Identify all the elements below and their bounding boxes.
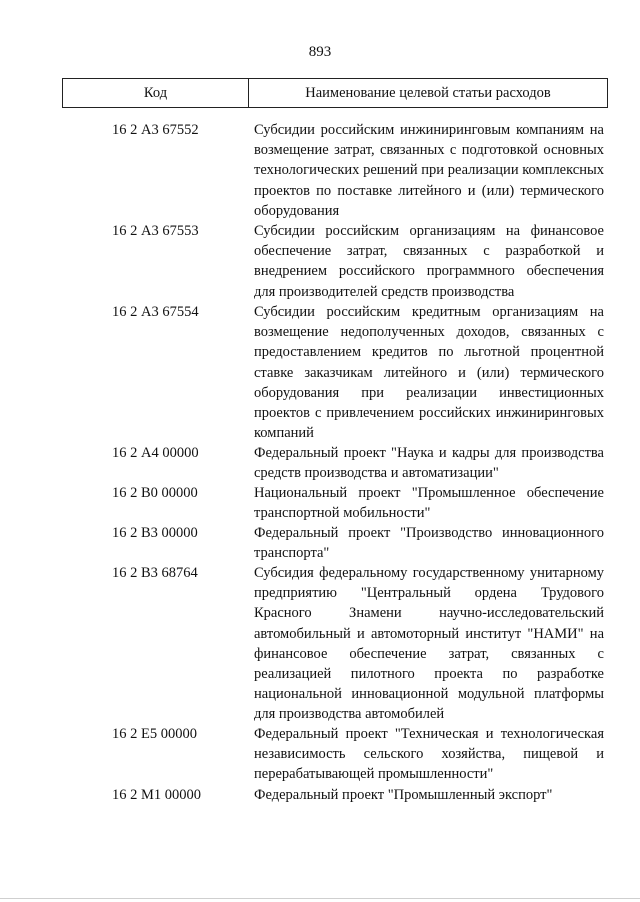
row-code: 16 2 В3 00000 — [112, 525, 198, 541]
row-code: 16 2 А3 67553 — [112, 223, 199, 239]
table-row — [0, 221, 640, 302]
table-row — [0, 120, 640, 221]
row-description: Субсидии российским кредитным организациям на возмещение недополученных доходов, связанных с предоставлением кредитов по льготной процентной ставке заказчикам литейного и (или) термического оборудования при реализации инвестиционных проектов с привлечением российских инжиниринговых компаний — [254, 304, 604, 442]
row-description: Субсидии российским организациям на финансовое обеспечение затрат, связанных с разработкой и внедрением российского программного обеспечения для производителей средств производства — [254, 223, 604, 300]
table-row — [0, 563, 640, 724]
table-row — [0, 724, 640, 785]
row-code: 16 2 М1 00000 — [112, 787, 202, 803]
row-code: 16 2 Е5 00000 — [112, 726, 197, 742]
header-name: Наименование целевой статьи расходов — [305, 84, 551, 101]
table-row — [0, 785, 640, 807]
row-code: 16 2 В0 00000 — [112, 485, 198, 501]
row-code: 16 2 А3 67554 — [112, 304, 199, 320]
row-code: 16 2 А4 00000 — [112, 445, 199, 461]
row-description: Субсидия федеральному государственному унитарному предприятию "Центральный ордена Трудового Красного Знамени научно-исследовательский автомобильный и автомоторный институт "НАМИ" на финансовое обеспечение затрат, связанных с реализацией пилотного проекта по разработке национальной инновационной модульной платформы для производства автомобилей — [254, 565, 604, 723]
table-row — [0, 523, 640, 563]
row-description: Федеральный проект "Производство инновационного транспорта" — [254, 525, 604, 562]
row-description: Федеральный проект "Наука и кадры для производства средств производства и автоматизации" — [254, 445, 604, 482]
row-description: Федеральный проект "Техническая и технологическая независимость сельского хозяйства, пищевой и перерабатывающей промышленности" — [254, 726, 604, 783]
row-description: Федеральный проект "Промышленный экспорт" — [254, 787, 553, 803]
page-number: 893 — [308, 44, 332, 60]
row-code: 16 2 А3 67552 — [112, 122, 199, 138]
row-code: 16 2 В3 68764 — [112, 565, 198, 581]
scan-edge-line — [0, 898, 640, 899]
table-row — [0, 443, 640, 483]
table-header — [62, 78, 608, 108]
row-description: Национальный проект "Промышленное обеспечение транспортной мобильности" — [254, 485, 604, 522]
table-row — [0, 302, 640, 443]
header-code: Код — [63, 79, 249, 107]
row-description: Субсидии российским инжиниринговым компаниям на возмещение затрат, связанных с подготовкой основных технологических решений при реализации комплексных проектов по поставке литейного и (или) термического оборудования — [254, 122, 604, 219]
table-body — [0, 120, 640, 807]
table-row — [0, 483, 640, 523]
